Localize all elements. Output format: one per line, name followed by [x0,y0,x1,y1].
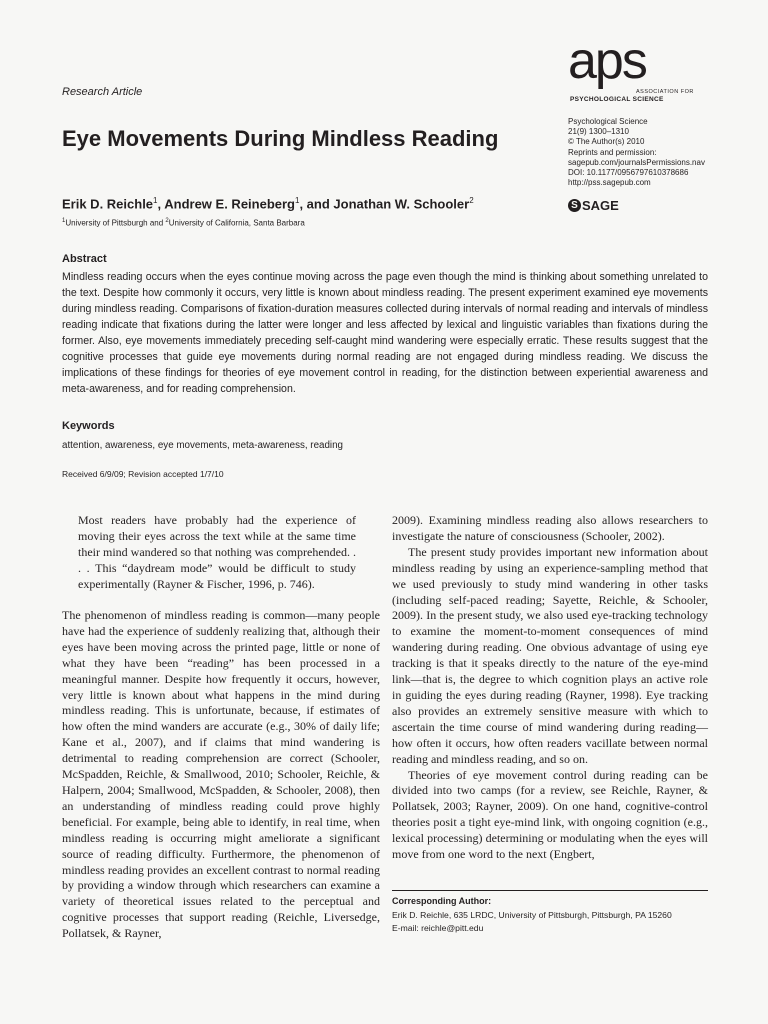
corresponding-author-email[interactable]: E-mail: reichle@pitt.edu [392,923,484,933]
journal-copyright: © The Author(s) 2010 [568,137,645,147]
abstract-text: Mindless reading occurs when the eyes continue moving across the page even though the mind is thinking about something unrelated to the text. Despite how commonly it occurs, very little is known about mindless reading. The present experiment examined eye movements during mindless reading. Comparisons of fixation-duration measures collected during intervals of normal reading and intervals of mindless reading indicate that fixations during the latter were longer and less affected by lexical and linguistic variables than fixations during the former. Also, eye movements immediately preceding self-caught mind wandering were especially erratic. These results suggest that the cognitive processes that guide eye movements during normal reading are not engaged during mindless reading. We discuss the implications of these findings for theories of eye movement control in reading, for the distinction between experiential awareness and meta-awareness, and for reading comprehension. [62,271,708,395]
journal-reprints: Reprints and permission: [568,147,657,157]
author-affil-sup: 2 [469,196,474,205]
author-sep: , [157,196,165,212]
abstract-heading: Abstract [62,253,107,265]
sage-circle-icon: S [568,199,581,212]
journal-url[interactable]: http://pss.sagepub.com [568,178,651,188]
keywords-heading: Keywords [62,420,115,432]
author-name: Jonathan W. Schooler [333,196,470,212]
affiliations [62,218,305,228]
logo-subtitle-line2: PSYCHOLOGICAL SCIENCE [570,96,664,103]
body-right-column [392,513,708,863]
corresponding-author-address: Erik D. Reichle, 635 LRDC, University of Pittsburgh, Pittsburgh, PA 15260 [392,910,672,920]
article-type: Research Article [62,86,143,98]
aps-logo-text: aps [568,40,646,90]
body-paragraph: The present study provides important new information about mindless reading by using an experience-sampling method that we used previously to study mind wandering in other tasks (including self-paced reading; Sayette, Reichle, & Schooler, 2009). In the present study, we also used eye-tracking technology to examine the moment-to-moment consequences of mind wandering during reading. One obvious advantage of using eye tracking is that it speaks directly to the nature of the eye-mind link—that is, the degree to which cognition plays an active role in guiding the eyes during reading (Rayner, 1998). Eye tracking also provides an extremely sensitive measure with which to ascertain the time course of mind wandering during reading—how often it occurs, how often readers vacillate between normal reading and mindless reading, and so on. [392,544,708,766]
sage-logo [568,198,619,213]
article-title: Eye Movements During Mindless Reading [62,126,499,151]
journal-name: Psychological Science [568,117,648,126]
affil-sup: 1 [62,218,66,224]
author-name: Andrew E. Reineberg [164,196,295,212]
aps-logo [568,40,708,103]
journal-permissions-link[interactable]: sagepub.com/journalsPermissions.nav [568,157,705,167]
journal-meta [568,117,758,188]
affil-sup: 2 [165,218,169,224]
footnote-divider [392,890,708,891]
body-paragraph: Theories of eye movement control during reading can be divided into two camps (for a review, see Reichle, Rayner, & Pollatsek, 2003; Rayner, 2009). On one hand, cognitive-control theories posit a tight eye-mind link, with ongoing cognition (e.g., lexical processing) determining or modulating when the eyes will move from one word to the next (Engbert, [392,767,708,862]
author-name: Erik D. Reichle [62,196,154,212]
received-dates: Received 6/9/09; Revision accepted 1/7/10 [62,469,224,479]
body-left-column [62,608,380,942]
epigraph-quote: Most readers have probably had the experience of moving their eyes across the text while at the same time their mind wandered so that nothing was comprehended. . . . This “daydream mode” would be difficult to study experimentally (Rayner & Fischer, 1996, p. 746). [78,513,356,591]
affil-text: University of California, Santa Barbara [168,218,305,228]
journal-volume: 21(9) 1300–1310 [568,127,629,137]
body-paragraph: The phenomenon of mindless reading is common—many people have had the experience of suddenly realizing that, although their eyes have been moving across the printed page, little or none of what they have been “reading” has been processed in a meaningful manner. Despite how frequently it occurs, however, very little is known about what happens in the mind during mindless reading. This is unfortunate, because, if estimates of how often the mind wanders are accurate (e.g., 30% of daily life; Kane et al., 2007), and if claims that mind wandering is detrimental to reading comprehension are correct (Schooler, McSpadden, Reichle, & Smallwood, 2010; Schooler, Reichle, & Halpern, 2004; Smallwood, McSpadden, & Schooler, 2008), then an understanding of mindless reading could prove highly beneficial. For example, being able to identify, in real time, when mindless reading is occurring might ameliorate a significant source of reading difficulty. Furthermore, the phenomenon of mindless reading provides an excellent contrast to normal reading by providing a window through which researchers can examine a variety of theoretical issues related to the perceptual and cognitive processes that support reading (Reichle, Liversedge, Pollatsek, & Rayner, [62,608,380,941]
logo-subtitle-line1: ASSOCIATION FOR [636,89,694,95]
sage-text: SAGE [582,198,619,213]
author-affil-sup: 1 [153,196,158,205]
aps-logo-mark [568,40,708,90]
author-sep: , and [299,196,334,212]
keywords-list: attention, awareness, eye movements, meta-awareness, reading [62,440,343,451]
body-paragraph: 2009). Examining mindless reading also allows researchers to investigate the nature of consciousness (Schooler, 2002). [392,513,708,543]
journal-doi[interactable]: DOI: 10.1177/0956797610378686 [568,168,689,178]
corresponding-author-heading: Corresponding Author: [392,896,492,906]
affil-text: University of Pittsburgh and [65,218,166,228]
author-list [62,196,474,211]
author-affil-sup: 1 [295,196,300,205]
